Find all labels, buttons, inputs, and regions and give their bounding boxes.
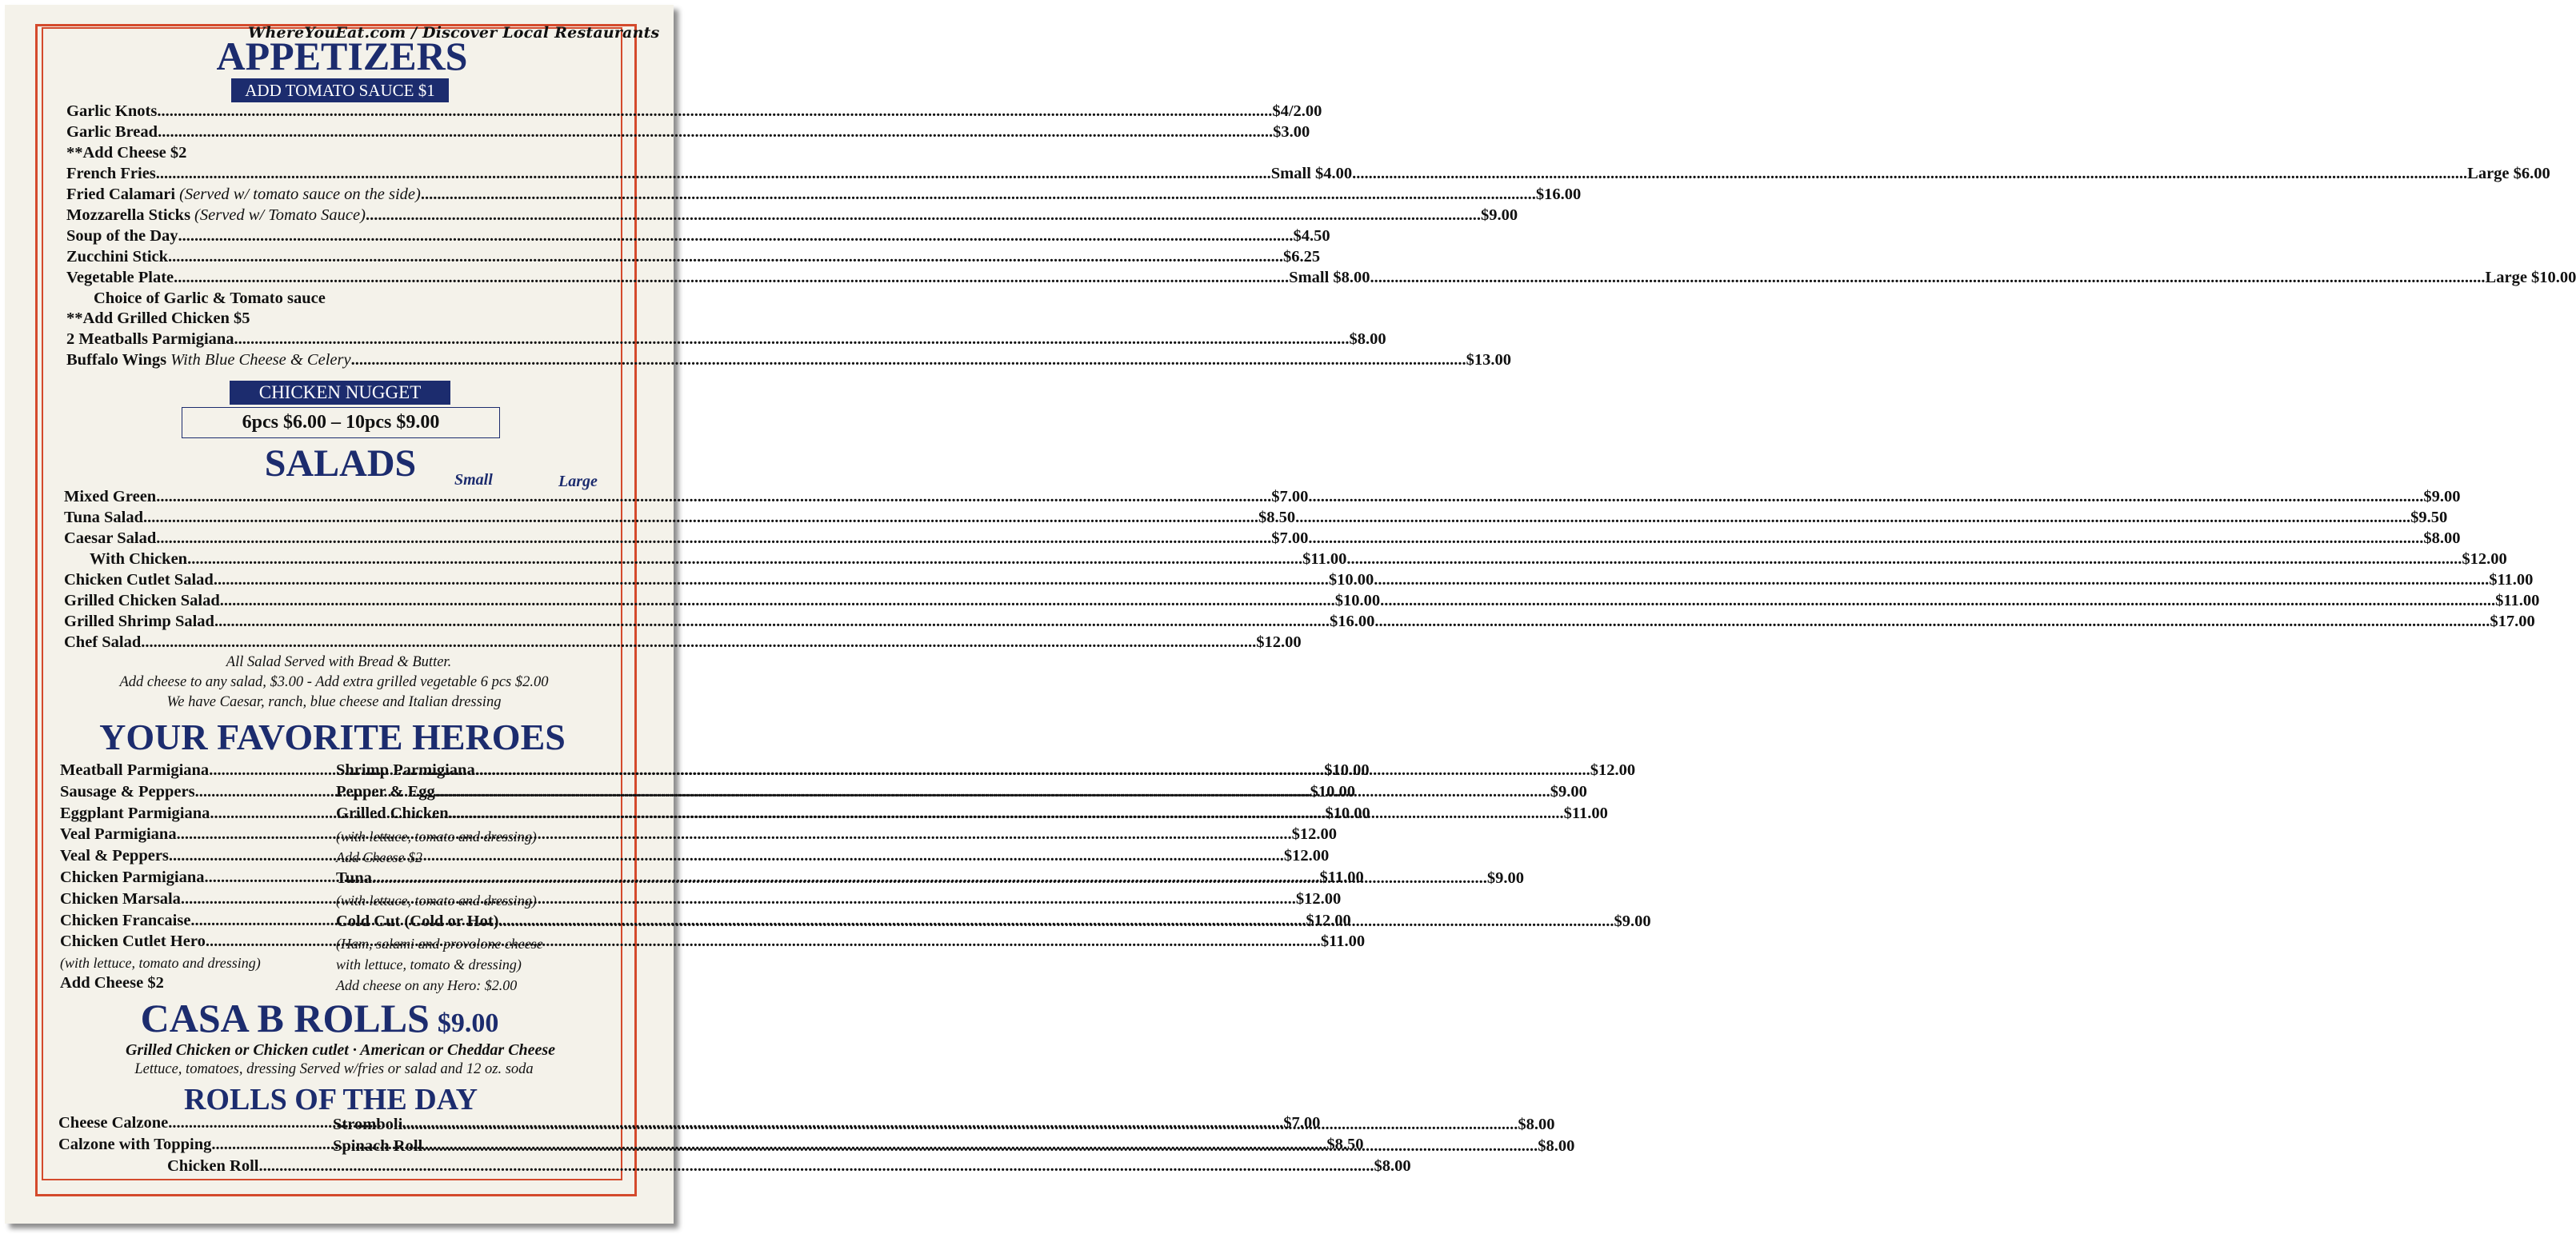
- roll-price: $8.50: [1326, 1136, 1364, 1153]
- hero-price: $12.00: [1291, 825, 1337, 844]
- salad-row: [64, 509, 2448, 527]
- salad-small-price: $11.00: [1302, 550, 1347, 568]
- heroes-title: YOUR FAVORITE HEROES: [99, 717, 566, 757]
- casa-rolls-price: $9.00: [437, 1008, 499, 1038]
- hero-tuna-price: $9.00: [1486, 869, 1524, 887]
- appetizer-name: Fried Calamari: [66, 186, 176, 203]
- hero-name: Shrimp Parmigiana: [336, 761, 475, 779]
- roll-price: $8.00: [1538, 1137, 1575, 1155]
- roll-name: Cheese Calzone: [58, 1114, 169, 1132]
- hero-price: $11.00: [1320, 932, 1366, 951]
- appetizer-price: $8.00: [1349, 330, 1386, 348]
- appetizer-name: Buffalo Wings: [66, 351, 167, 369]
- salads-title: SALADS: [264, 442, 417, 485]
- salad-large-price: $9.00: [2423, 488, 2461, 505]
- salad-name: Chef Salad: [64, 633, 142, 651]
- roll-price: $8.00: [1374, 1157, 1411, 1175]
- salad-small-price: $7.00: [1271, 529, 1309, 547]
- salad-small-price: $8.50: [1258, 509, 1296, 526]
- hero-right-note-1: (with lettuce, tomato and dressing): [336, 829, 537, 845]
- hero-price: $11.00: [1319, 869, 1364, 886]
- hero-price: $10.00: [1325, 804, 1370, 822]
- salad-name: Mixed Green: [64, 488, 157, 505]
- appetizer-note: Choice of Garlic & Tomato sauce: [94, 290, 326, 307]
- salad-row: [64, 571, 2534, 589]
- salad-large-price: $17.00: [2490, 613, 2535, 630]
- hero-price: $12.00: [1295, 889, 1342, 908]
- hero-name: Chicken Francaise: [60, 911, 191, 929]
- roll-name: Calzone with Topping: [58, 1136, 212, 1153]
- hero-name: Pepper & Egg: [336, 783, 435, 801]
- appetizer-price: Large $10.00: [2485, 269, 2576, 286]
- salad-small-price: $10.00: [1328, 571, 1374, 589]
- salad-large-price: $9.50: [2410, 509, 2448, 526]
- appetizer-row: [66, 330, 1386, 349]
- hero-price: $9.00: [1550, 783, 1587, 801]
- casa-line-2: Lettuce, tomatoes, dressing Served w/fries or salad and 12 oz. soda: [134, 1061, 534, 1077]
- roll-name: Stromboli: [333, 1116, 403, 1133]
- salad-small-price: $10.00: [1334, 592, 1381, 609]
- salad-large-price: $12.00: [1256, 633, 1302, 651]
- hero-price: $10.00: [1310, 782, 1355, 801]
- hero-right-note-5: with lettuce, tomato & dressing): [336, 956, 522, 972]
- salad-note-2: Add cheese to any salad, $3.00 - Add extra grilled vegetable 6 pcs $2.00: [119, 674, 549, 690]
- hero-name: Sausage & Peppers: [60, 782, 195, 801]
- casa-line-1: Grilled Chicken or Chicken cutlet · American or Cheddar Cheese: [125, 1041, 556, 1059]
- hero-name: Eggplant Parmigiana: [60, 804, 210, 822]
- appetizer-desc: (Served w/ Tomato Sauce): [194, 206, 366, 224]
- salad-name: Grilled Shrimp Salad: [64, 613, 214, 630]
- appetizer-price: $6.25: [1283, 248, 1321, 266]
- salad-row: [64, 592, 2540, 610]
- hero-right-note-4: (Ham, salami and provolone cheese: [336, 936, 543, 952]
- salads-small-header: Small: [454, 471, 493, 489]
- hero-name: Chicken Cutlet Hero: [60, 932, 206, 951]
- appetizer-desc: With Blue Cheese & Celery: [170, 351, 351, 369]
- roll-row-center: [167, 1157, 1411, 1176]
- appetizer-price: Large $6.00: [2467, 165, 2550, 182]
- salad-row: [64, 613, 2535, 631]
- salad-name: Grilled Chicken Salad: [64, 592, 220, 609]
- appetizer-small-price: Small $8.00: [1289, 269, 1370, 286]
- salad-row: [64, 488, 2461, 506]
- salad-large-price: $11.00: [2489, 571, 2534, 589]
- salad-row: [64, 633, 1302, 652]
- appetizer-price: $16.00: [1535, 186, 1582, 203]
- appetizer-row: [66, 227, 1330, 246]
- hero-price: $12.00: [1590, 761, 1636, 779]
- salad-small-price: $16.00: [1329, 613, 1375, 630]
- appetizer-row: [66, 269, 2576, 287]
- hero-left-cheese: Add Cheese $2: [60, 974, 164, 992]
- rolls-title: ROLLS OF THE DAY: [183, 1083, 478, 1116]
- appetizer-desc: (Served w/ tomato sauce on the side): [179, 186, 421, 203]
- appetizer-note: **Add Cheese $2: [66, 144, 187, 162]
- appetizer-price: $4/2.00: [1272, 102, 1322, 120]
- salad-note-1: All Salad Served with Bread & Butter.: [226, 654, 452, 670]
- hero-price: $12.00: [1283, 847, 1330, 865]
- hero-name: Grilled Chicken: [336, 805, 449, 822]
- hero-name: Veal & Peppers: [60, 847, 169, 865]
- hero-price: $10.00: [1324, 761, 1370, 779]
- hero-coldcut-price: $9.00: [1614, 913, 1651, 930]
- appetizer-name: French Fries: [66, 165, 156, 182]
- appetizer-name: Soup of the Day: [66, 227, 178, 245]
- casa-rolls-title: CASA B ROLLS: [140, 996, 430, 1040]
- hero-name: Veal Parmigiana: [60, 825, 177, 844]
- hero-left-note: (with lettuce, tomato and dressing): [60, 955, 261, 971]
- appetizer-small-price: Small $4.00: [1270, 165, 1353, 182]
- hero-right-note-2: Add Cheese $2: [336, 849, 422, 865]
- salad-name: Tuna Salad: [64, 509, 143, 526]
- appetizers-title: APPETIZERS: [216, 34, 468, 78]
- salad-name: Chicken Cutlet Salad: [64, 571, 214, 589]
- tomato-sauce-banner: ADD TOMATO SAUCE $1: [231, 78, 449, 102]
- salad-large-price: $8.00: [2423, 529, 2461, 547]
- salad-row: [64, 529, 2461, 548]
- appetizer-note: **Add Grilled Chicken $5: [66, 309, 250, 327]
- appetizer-name: Garlic Knots: [66, 102, 158, 120]
- appetizer-name: Vegetable Plate: [66, 269, 174, 286]
- hero-name: Meatball Parmigiana: [60, 761, 210, 779]
- appetizer-row: [66, 123, 1310, 142]
- chicken-nugget-prices: 6pcs $6.00 – 10pcs $9.00: [182, 407, 500, 438]
- hero-right-note-3: (with lettuce, tomato and dressing): [336, 893, 537, 909]
- appetizer-name: Zucchini Stick: [66, 248, 169, 266]
- roll-price: $8.00: [1518, 1116, 1555, 1133]
- appetizer-row: [66, 102, 1322, 121]
- salad-note-3: We have Caesar, ranch, blue cheese and Italian dressing: [166, 694, 502, 710]
- appetizer-name: Garlic Bread: [66, 123, 158, 141]
- watermark: WhereYouEat.com / Discover Local Restaurants: [248, 24, 660, 42]
- chicken-nugget-banner: CHICKEN NUGGET: [230, 381, 450, 405]
- salads-large-header: Large: [558, 473, 598, 490]
- hero-name: Chicken Parmigiana: [60, 869, 205, 886]
- salad-row: [64, 550, 2507, 569]
- appetizer-name: Mozzarella Sticks: [66, 206, 191, 224]
- appetizer-price: $13.00: [1466, 351, 1511, 369]
- hero-price: $12.00: [1306, 911, 1351, 929]
- appetizer-price: $9.00: [1480, 206, 1518, 224]
- appetizer-price: $3.00: [1273, 123, 1310, 141]
- roll-name: Chicken Roll: [167, 1157, 259, 1175]
- roll-name: Spinach Roll: [333, 1137, 423, 1155]
- appetizer-row: [66, 248, 1321, 266]
- hero-name: Chicken Marsala: [60, 889, 181, 908]
- hero-coldcut-name: Cold Cut (Cold or Hot): [336, 913, 499, 930]
- salad-name: With Chicken: [90, 550, 188, 568]
- appetizer-row: [66, 186, 1582, 204]
- appetizer-price: $4.50: [1293, 227, 1330, 245]
- appetizer-row: [66, 206, 1518, 225]
- salad-large-price: $11.00: [2495, 592, 2540, 609]
- hero-right-note-6: Add cheese on any Hero: $2.00: [336, 977, 518, 993]
- roll-price: $7.00: [1283, 1114, 1321, 1132]
- hero-tuna-name: Tuna: [336, 869, 372, 887]
- appetizer-row: [66, 351, 1511, 369]
- salad-name: Caesar Salad: [64, 529, 157, 547]
- salad-small-price: $7.00: [1271, 488, 1309, 505]
- hero-price: $11.00: [1563, 805, 1608, 822]
- salad-large-price: $12.00: [2462, 550, 2507, 568]
- appetizer-name: 2 Meatballs Parmigiana: [66, 330, 234, 348]
- appetizer-row: [66, 165, 2550, 183]
